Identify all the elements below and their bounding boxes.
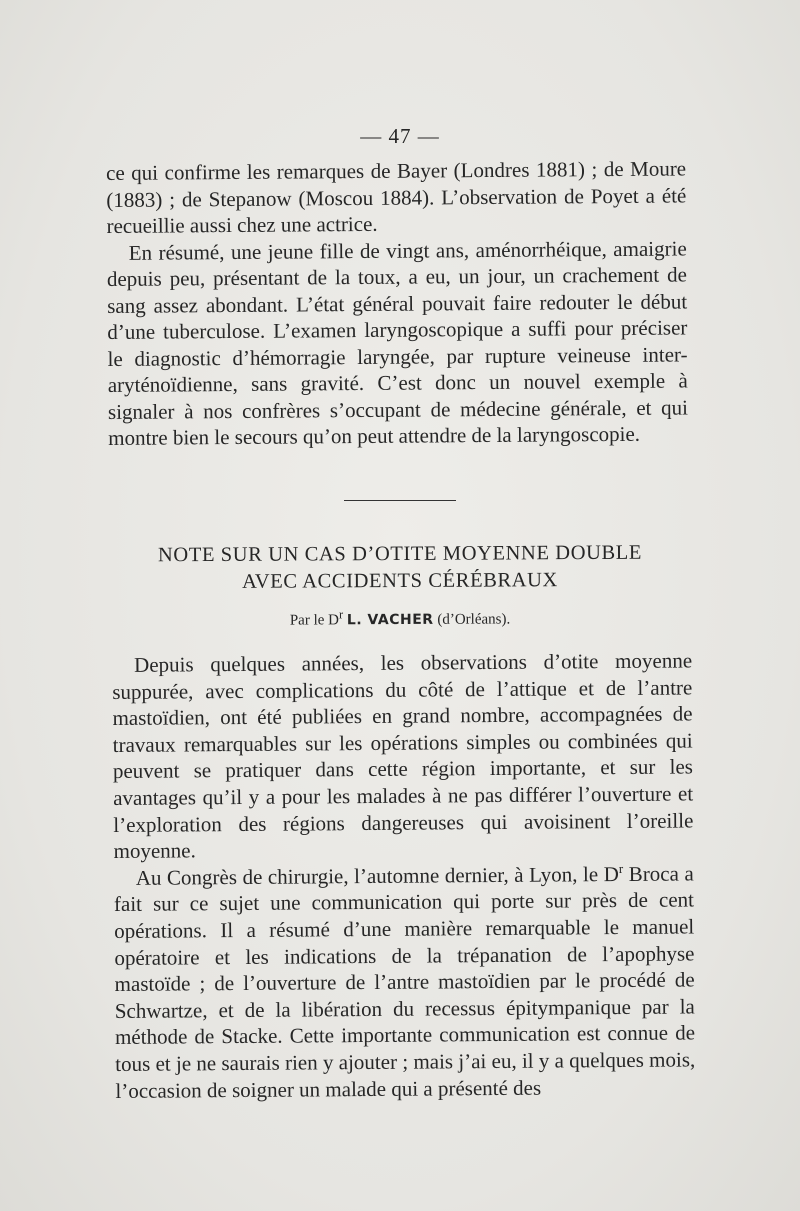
article-body xyxy=(112,647,696,1104)
paragraph-2-rest: Broca a fait sur ce sujet une communication qui porte sur près de cent opérations. Il a résumé d’une manière remarquable le manuel opératoire et les indications de la trépanation de l’apophyse mastoïde ; de l’ouverture de l’antre mastoïdien par le procédé de Schwartze, et de la libération du recessus épitympanique par la méthode de Stacke. Cette importante communication est connue de tous et je ne saurais rien y ajouter ; mais j’ai eu, il y a quelques mois, l’occasion de soigner un malade qui a présenté des xyxy=(113,861,696,1103)
article-title-line-1: NOTE SUR UN CAS D’OTITE MOYENNE DOUBLE xyxy=(157,541,643,567)
article-title-line-2: AVEC ACCIDENTS CÉRÉBRAUX xyxy=(242,569,558,593)
page-number: — 47 — xyxy=(360,124,440,148)
paragraph-2-sup: r xyxy=(618,860,624,876)
article-byline xyxy=(0,605,800,631)
byline-sup: r xyxy=(338,607,344,622)
top-paragraph-2: En résumé, une jeune fille de vingt ans, aménorrhéique, amaigrie depuis peu, présentant de la toux, a eu, un jour, un crachement de sang assez abondant. L’état général pouvait faire redouter le début d’une tuberculose. L’examen laryngoscopique a suffi pour préciser le diagnostic d’hémorragie laryngée, par rupture veineuse inter-aryténoïdienne, sans gravité. C’est donc un nouvel exemple à signaler à nos confrères s’occupant de médecine générale, et qui montre bien le secours qu’on peut attendre de la laryngoscopie. xyxy=(106,235,689,450)
byline-suffix: (d’Orléans). xyxy=(437,611,511,628)
article-paragraph-2 xyxy=(114,860,696,1104)
section-divider xyxy=(344,500,456,501)
article-paragraph-1: Depuis quelques années, les observations d’otite moyenne suppurée, avec complications du côté de l’attique et de l’antre mastoïdien, ont été publiées en grand nombre, accompagnées de travaux remarquables sur les opérations simples ou combinées qui peuvent se pratiquer dans cette région importante, et sur les avantages qu’il y a pour les malades à ne pas différer l’ouverture et l’exploration des régions dangereuses qui avoisinent l’oreille moyenne. xyxy=(112,648,694,864)
byline-prefix: Par le D xyxy=(289,612,340,629)
author-name: L. VACHER xyxy=(346,611,434,629)
top-paragraph-1: ce qui confirme les remarques de Bayer (Londres 1881) ; de Moure (1883) ; de Stepanow (Moscou 1884). L’observation de Poyet a été recueillie aussi chez une actrice. xyxy=(106,156,687,238)
top-section xyxy=(106,155,688,451)
paragraph-2-start: Au Congrès de chirurgie, l’automne dernier, à Lyon, le D xyxy=(135,861,619,890)
